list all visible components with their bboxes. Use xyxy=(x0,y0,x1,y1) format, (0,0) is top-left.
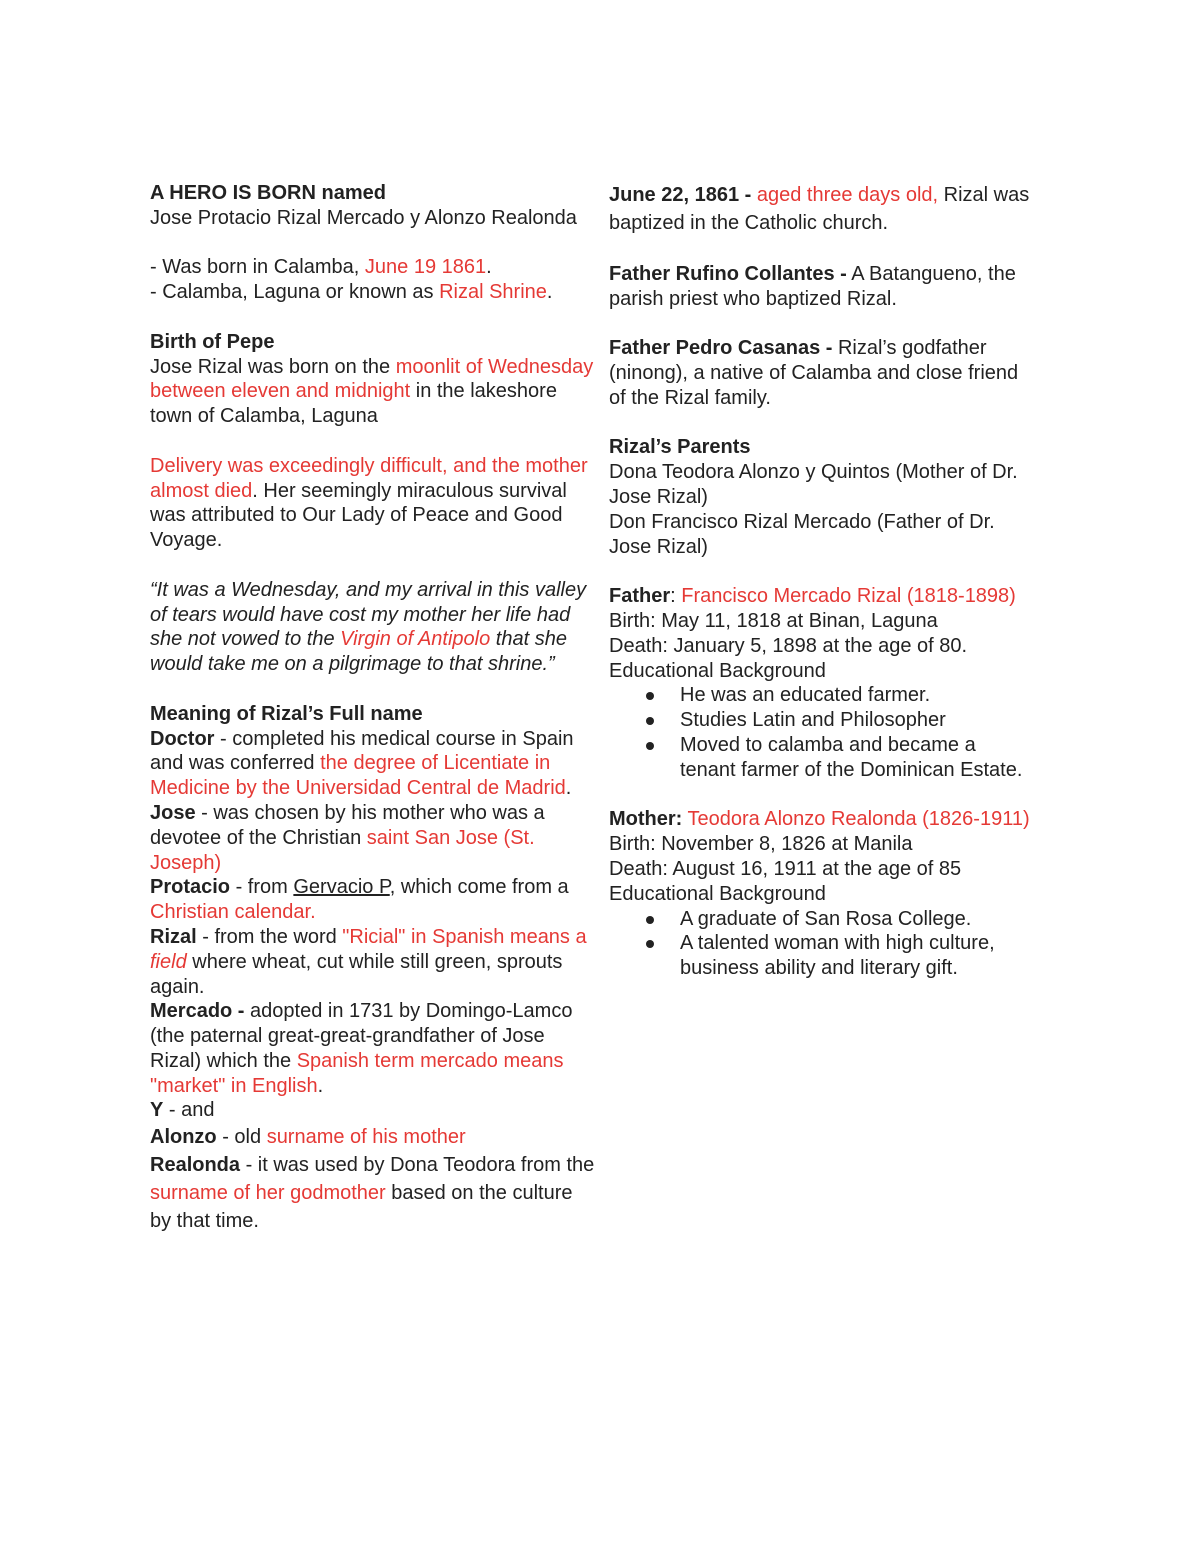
father-heading: Father: Francisco Mercado Rizal (1818-1898) xyxy=(609,585,1016,608)
list-item: He was an educated farmer. xyxy=(680,683,1034,708)
baptism-paragraph: June 22, 1861 - aged three days old, Rizal was baptized in the Catholic church. xyxy=(609,184,1030,234)
meaning-alonzo: Alonzo - old surname of his mother xyxy=(150,1126,466,1149)
hero-fullname: Jose Protacio Rizal Mercado y Alonzo Realonda xyxy=(150,206,577,229)
meaning-heading: Meaning of Rizal’s Full name xyxy=(150,702,423,725)
meaning-rizal: Rizal - from the word "Ricial" in Spanish means a field where wheat, cut while still green, sprouts again. xyxy=(150,925,587,998)
shrine-name: Rizal Shrine xyxy=(439,281,547,304)
rufino-paragraph: Father Rufino Collantes - A Batangueno, the parish priest who baptized Rizal. xyxy=(609,262,1016,310)
hero-heading: A HERO IS BORN named xyxy=(150,182,386,204)
birth-heading: Birth of Pepe xyxy=(150,330,275,353)
mother-death: Death: August 16, 1911 at the age of 85 xyxy=(609,857,962,880)
father-birth: Birth: May 11, 1818 at Binan, Laguna xyxy=(609,609,938,632)
parents-father-line: Don Francisco Rizal Mercado (Father of Dr. Jose Rizal) xyxy=(609,510,995,558)
birth-quote: “It was a Wednesday, and my arrival in this valley of tears would have cost my mother her life had she not vowed to the Virgin of Antipolo that she would take me on a pilgrimage to that shrine.” xyxy=(150,578,587,676)
meaning-mercado: Mercado - adopted in 1731 by Domingo-Lamco (the paternal great-great-grandfather of Jose Rizal) which the Spanish term mercado means "market" in English. xyxy=(150,1000,573,1097)
hero-born-line: - Was born in Calamba, June 19 1861. xyxy=(150,256,492,279)
left-column xyxy=(150,181,595,1235)
mother-heading: Mother: Teodora Alonzo Realonda (1826-1911) xyxy=(609,808,1030,831)
mother-edu-label: Educational Background xyxy=(609,882,826,905)
parents-mother-line: Dona Teodora Alonzo y Quintos (Mother of Dr. Jose Rizal) xyxy=(609,461,1018,508)
meaning-doctor: Doctor - completed his medical course in Spain and was conferred the degree of Licentiate in Medicine by the Universidad Central de Madrid. xyxy=(150,727,574,800)
father-edu-list xyxy=(609,683,1034,782)
meaning-protacio: Protacio - from Gervacio P, which come from a Christian calendar. xyxy=(150,876,569,924)
list-item: Moved to calamba and became a tenant farmer of the Dominican Estate. xyxy=(680,733,1034,783)
list-item: Studies Latin and Philosopher xyxy=(680,708,1034,733)
father-edu-label: Educational Background xyxy=(609,659,826,682)
mother-birth: Birth: November 8, 1826 at Manila xyxy=(609,833,913,856)
meaning-y: Y - and xyxy=(150,1099,215,1122)
birth-paragraph-2: Delivery was exceedingly difficult, and the mother almost died. Her seemingly miraculous survival was attributed to Our Lady of Peace and Good Voyage. xyxy=(150,454,588,552)
mother-edu-list xyxy=(609,907,1034,981)
hero-shrine-line: - Calamba, Laguna or known as Rizal Shrine. xyxy=(150,281,553,304)
meaning-jose: Jose - was chosen by his mother who was a devotee of the Christian saint San Jose (St. Joseph) xyxy=(150,801,545,874)
parents-heading: Rizal’s Parents xyxy=(609,436,751,459)
father-death: Death: January 5, 1898 at the age of 80. xyxy=(609,634,968,657)
list-item: A talented woman with high culture, business ability and literary gift. xyxy=(680,931,1034,981)
birth-paragraph-1: Jose Rizal was born on the moonlit of Wednesday between eleven and midnight in the lakeshore town of Calamba, Laguna xyxy=(150,355,594,428)
right-column xyxy=(609,181,1034,981)
pedro-paragraph: Father Pedro Casanas - Rizal’s godfather (ninong), a native of Calamba and close friend of the Rizal family. xyxy=(609,337,1019,409)
meaning-realonda: Realonda - it was used by Dona Teodora from the surname of her godmother based on the culture by that time. xyxy=(150,1154,595,1233)
list-item: A graduate of San Rosa College. xyxy=(680,907,1034,932)
born-date: June 19 1861 xyxy=(364,256,487,279)
